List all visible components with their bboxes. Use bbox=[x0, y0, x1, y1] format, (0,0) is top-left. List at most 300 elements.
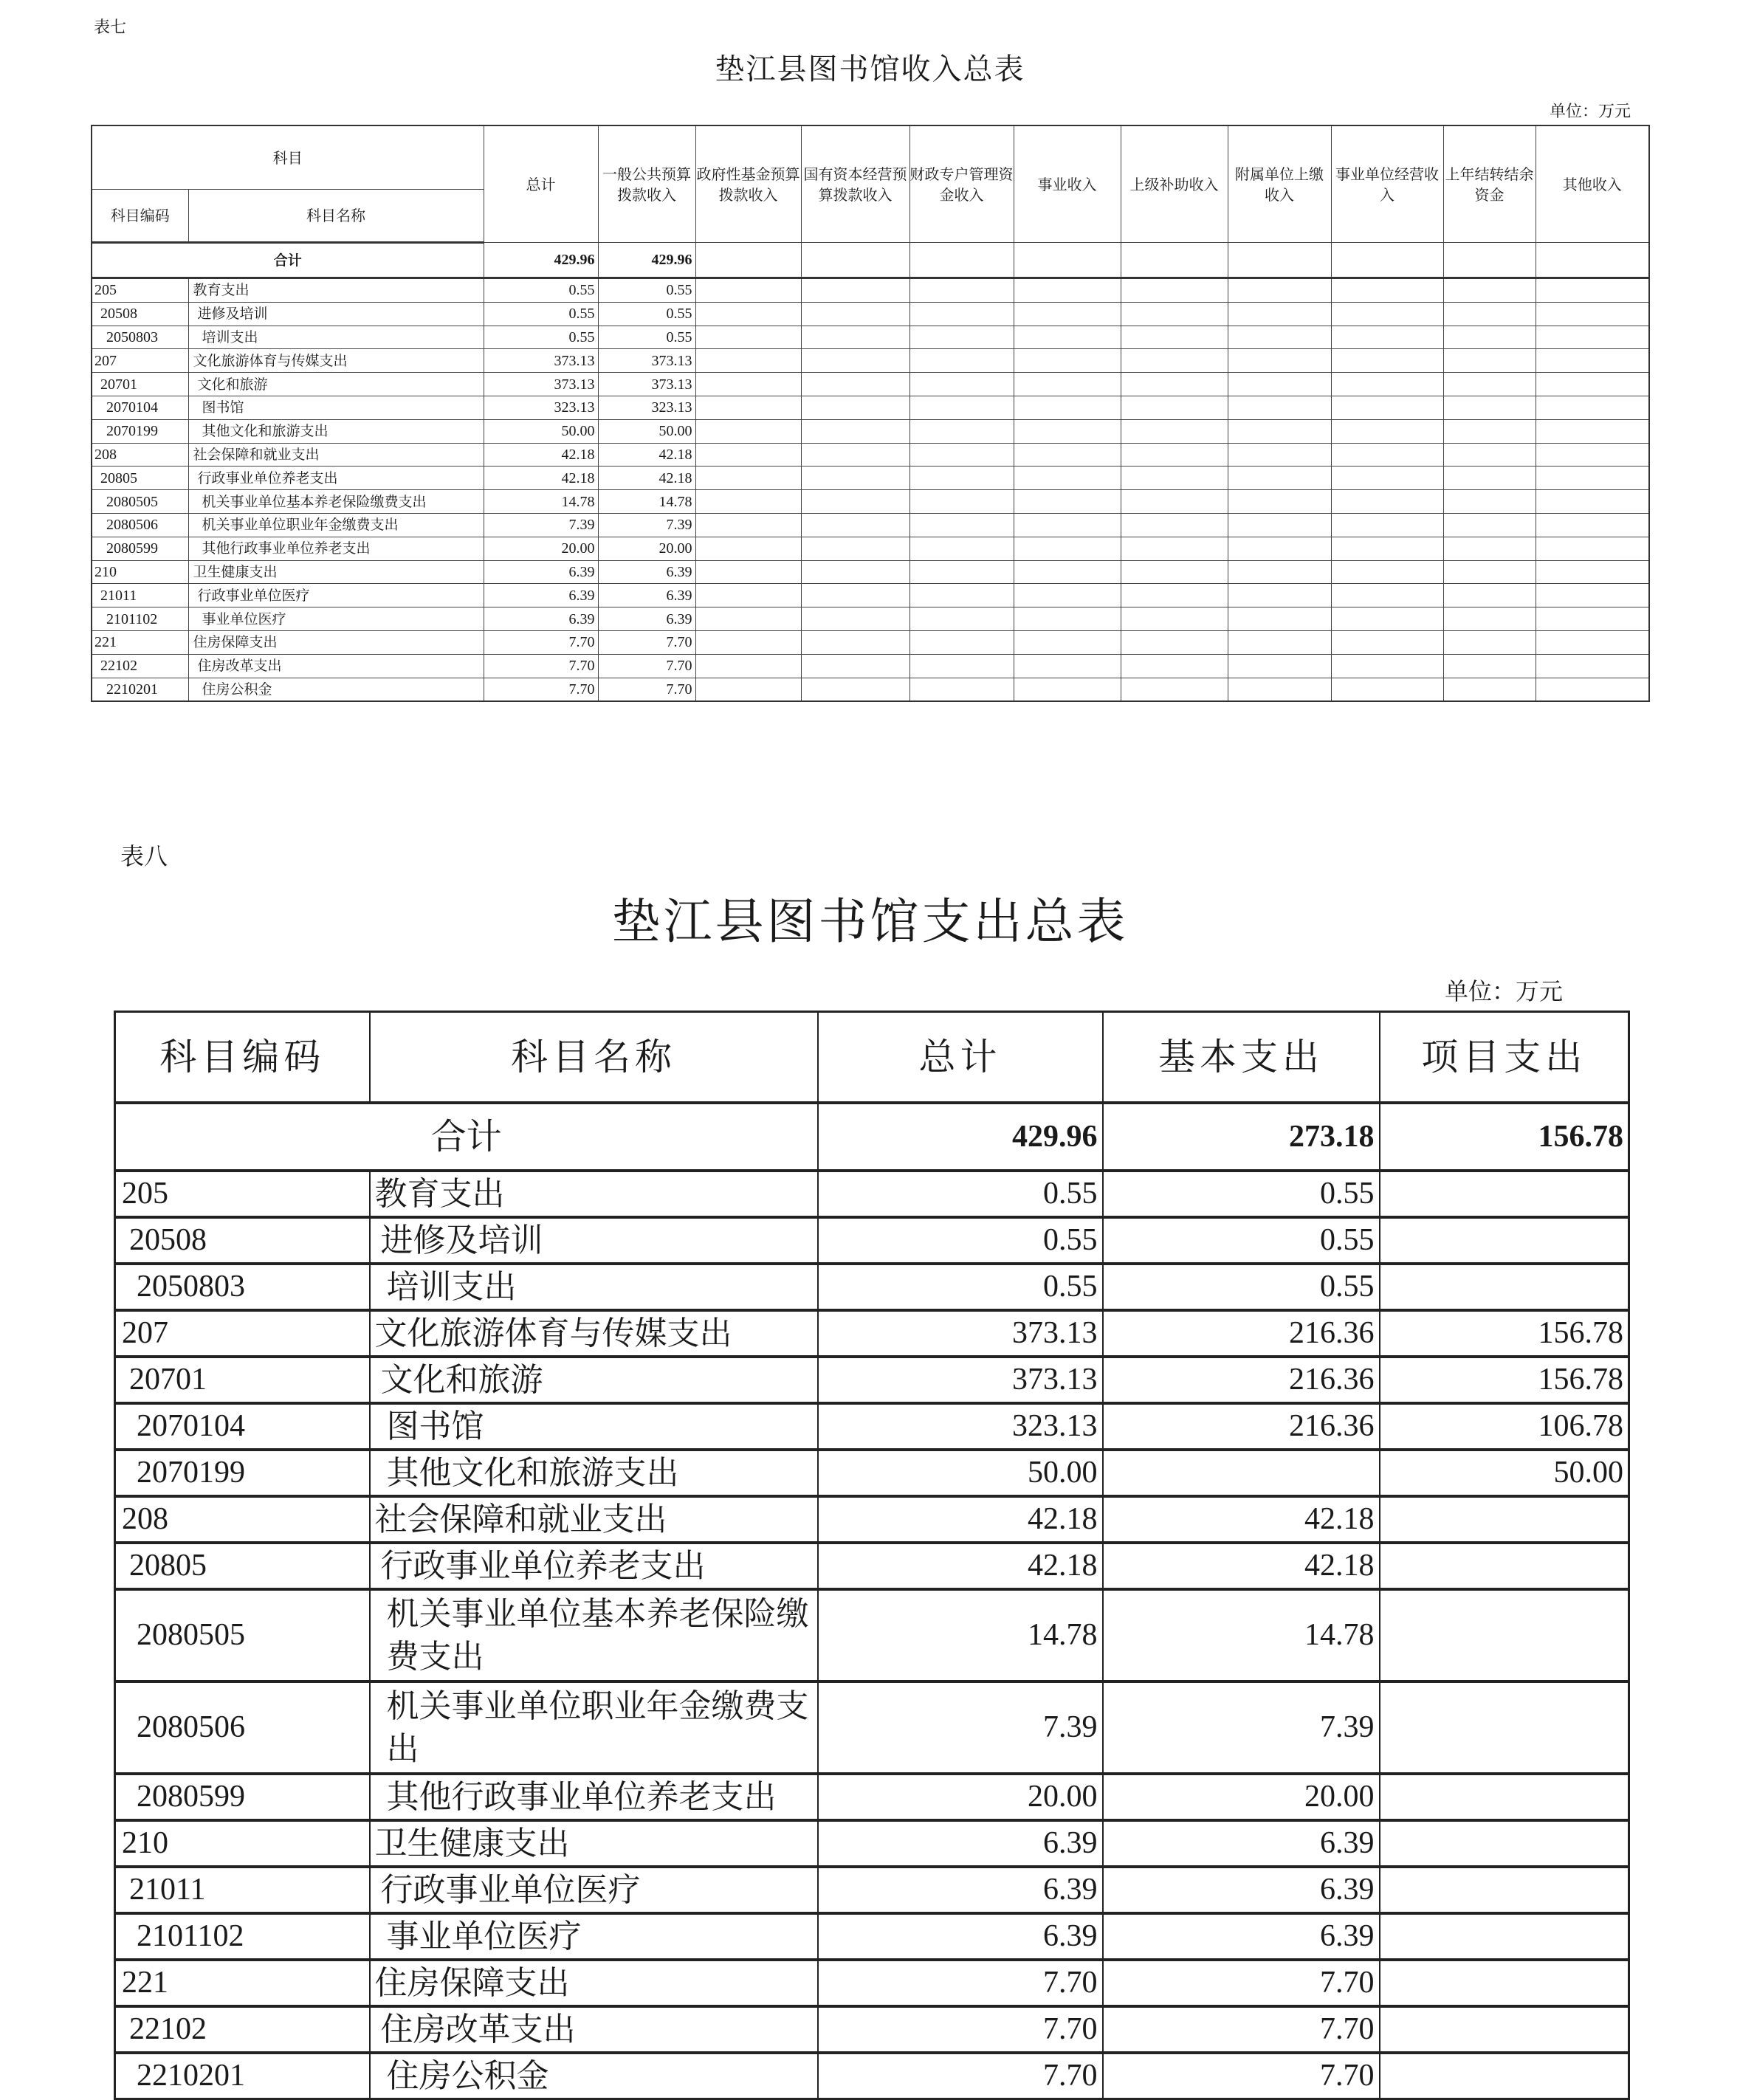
project-expense-value bbox=[1380, 1774, 1629, 1820]
empty-cell bbox=[1443, 326, 1536, 349]
project-expense-value bbox=[1380, 1960, 1629, 2006]
table-row bbox=[115, 1913, 1629, 1960]
column-header: 其他收入 bbox=[1536, 125, 1649, 243]
column-header: 事业单位经营收入 bbox=[1331, 125, 1443, 243]
subject-code: 2080599 bbox=[115, 1774, 370, 1820]
total-label: 合计 bbox=[115, 1103, 818, 1171]
empty-cell bbox=[1443, 373, 1536, 396]
empty-cell bbox=[1331, 326, 1443, 349]
empty-cell bbox=[1536, 537, 1649, 560]
subject-name: 机关事业单位基本养老保险缴费支出 bbox=[188, 490, 484, 514]
subject-name: 教育支出 bbox=[370, 1171, 818, 1217]
expense-table-body bbox=[115, 1171, 1629, 2099]
empty-cell bbox=[1443, 607, 1536, 631]
empty-cell bbox=[1331, 490, 1443, 514]
project-expense-value bbox=[1380, 1496, 1629, 1543]
empty-cell bbox=[909, 537, 1014, 560]
empty-cell bbox=[1121, 278, 1228, 303]
expense-summary-table bbox=[114, 1011, 1630, 2100]
basic-expense-value: 273.18 bbox=[1103, 1103, 1380, 1171]
empty-cell bbox=[695, 278, 801, 303]
general-budget-value: 373.13 bbox=[598, 349, 695, 373]
table-row bbox=[92, 326, 1649, 349]
basic-expense-value: 14.78 bbox=[1103, 1589, 1380, 1681]
project-expense-value bbox=[1380, 1171, 1629, 1217]
empty-cell bbox=[1536, 396, 1649, 419]
subject-name: 其他文化和旅游支出 bbox=[370, 1450, 818, 1496]
subject-name: 培训支出 bbox=[188, 326, 484, 349]
subject-name: 住房保障支出 bbox=[370, 1960, 818, 2006]
empty-cell bbox=[1228, 373, 1331, 396]
subject-code: 21011 bbox=[115, 1867, 370, 1913]
unit-label: 单位：万元 bbox=[1444, 977, 1563, 1005]
basic-expense-value bbox=[1103, 1450, 1380, 1496]
table-row bbox=[115, 1960, 1629, 2006]
total-value: 6.39 bbox=[818, 1867, 1103, 1913]
empty-cell bbox=[909, 443, 1014, 467]
empty-cell bbox=[1536, 373, 1649, 396]
total-value: 14.78 bbox=[818, 1589, 1103, 1681]
total-value: 42.18 bbox=[818, 1543, 1103, 1589]
empty-cell bbox=[1121, 654, 1228, 678]
project-expense-value bbox=[1380, 2006, 1629, 2053]
column-header: 上级补助收入 bbox=[1121, 125, 1228, 243]
subject-name: 教育支出 bbox=[188, 278, 484, 303]
empty-cell bbox=[1121, 326, 1228, 349]
table-row bbox=[115, 1496, 1629, 1543]
total-value: 7.70 bbox=[818, 2053, 1103, 2099]
empty-cell bbox=[801, 443, 909, 467]
subject-name: 文化和旅游 bbox=[188, 373, 484, 396]
subject-name: 其他行政事业单位养老支出 bbox=[370, 1774, 818, 1820]
total-row bbox=[92, 243, 1649, 278]
empty-cell bbox=[1121, 607, 1228, 631]
table-row bbox=[115, 1681, 1629, 1774]
table-label: 表八 bbox=[120, 842, 168, 870]
empty-cell bbox=[1443, 678, 1536, 701]
table-row bbox=[92, 373, 1649, 396]
empty-cell bbox=[801, 326, 909, 349]
empty-cell bbox=[909, 278, 1014, 303]
empty-cell bbox=[1014, 654, 1121, 678]
empty-cell bbox=[1331, 537, 1443, 560]
subject-name: 其他行政事业单位养老支出 bbox=[188, 537, 484, 560]
total-value: 0.55 bbox=[484, 326, 598, 349]
table-row bbox=[92, 396, 1649, 419]
empty-cell bbox=[1443, 537, 1536, 560]
empty-cell bbox=[1228, 349, 1331, 373]
empty-cell bbox=[1121, 349, 1228, 373]
empty-cell bbox=[1014, 490, 1121, 514]
subject-name: 住房公积金 bbox=[370, 2053, 818, 2099]
empty-cell bbox=[1014, 513, 1121, 537]
empty-cell bbox=[1536, 513, 1649, 537]
empty-cell bbox=[695, 490, 801, 514]
subject-name: 培训支出 bbox=[370, 1264, 818, 1310]
basic-expense-value: 0.55 bbox=[1103, 1264, 1380, 1310]
empty-cell bbox=[801, 419, 909, 443]
project-expense-value: 106.78 bbox=[1380, 1403, 1629, 1450]
empty-cell bbox=[909, 630, 1014, 654]
subject-name: 文化旅游体育与传媒支出 bbox=[188, 349, 484, 373]
general-budget-value: 7.70 bbox=[598, 654, 695, 678]
empty-cell bbox=[1536, 302, 1649, 326]
basic-expense-value: 6.39 bbox=[1103, 1913, 1380, 1960]
total-value: 373.13 bbox=[484, 349, 598, 373]
total-value: 0.55 bbox=[484, 302, 598, 326]
total-value: 323.13 bbox=[818, 1403, 1103, 1450]
column-header: 国有资本经营预算拨款收入 bbox=[801, 125, 909, 243]
subject-code: 2070199 bbox=[115, 1450, 370, 1496]
empty-cell bbox=[1121, 467, 1228, 490]
empty-cell bbox=[1536, 607, 1649, 631]
total-value: 0.55 bbox=[818, 1264, 1103, 1310]
empty-cell bbox=[1536, 443, 1649, 467]
subject-name: 行政事业单位医疗 bbox=[188, 584, 484, 607]
table-row bbox=[115, 1403, 1629, 1450]
basic-expense-value: 42.18 bbox=[1103, 1496, 1380, 1543]
empty-cell bbox=[1443, 490, 1536, 514]
empty-cell bbox=[1331, 467, 1443, 490]
general-budget-value: 429.96 bbox=[598, 243, 695, 278]
subject-name: 进修及培训 bbox=[370, 1217, 818, 1264]
empty-cell bbox=[1536, 654, 1649, 678]
basic-expense-value: 216.36 bbox=[1103, 1357, 1380, 1403]
empty-cell bbox=[1121, 560, 1228, 584]
empty-cell bbox=[1014, 419, 1121, 443]
empty-cell bbox=[801, 302, 909, 326]
subject-code: 2050803 bbox=[92, 326, 188, 349]
basic-expense-value: 216.36 bbox=[1103, 1403, 1380, 1450]
table-row bbox=[92, 584, 1649, 607]
empty-cell bbox=[1228, 654, 1331, 678]
table-label: 表七 bbox=[94, 18, 127, 37]
subject-code: 208 bbox=[92, 443, 188, 467]
empty-cell bbox=[1014, 584, 1121, 607]
table-row bbox=[92, 678, 1649, 701]
total-value: 0.55 bbox=[484, 278, 598, 303]
project-expense-value: 50.00 bbox=[1380, 1450, 1629, 1496]
empty-cell bbox=[801, 396, 909, 419]
column-header: 总计 bbox=[818, 1012, 1103, 1104]
empty-cell bbox=[1331, 349, 1443, 373]
empty-cell bbox=[1331, 302, 1443, 326]
general-budget-value: 6.39 bbox=[598, 560, 695, 584]
empty-cell bbox=[1121, 302, 1228, 326]
column-header: 基本支出 bbox=[1103, 1012, 1380, 1104]
empty-cell bbox=[909, 326, 1014, 349]
subject-code: 2080599 bbox=[92, 537, 188, 560]
subject-name: 文化和旅游 bbox=[370, 1357, 818, 1403]
empty-cell bbox=[695, 349, 801, 373]
subject-name: 卫生健康支出 bbox=[188, 560, 484, 584]
subject-code: 20805 bbox=[92, 467, 188, 490]
empty-cell bbox=[1228, 490, 1331, 514]
empty-cell bbox=[1014, 630, 1121, 654]
basic-expense-value: 0.55 bbox=[1103, 1217, 1380, 1264]
subject-code: 205 bbox=[92, 278, 188, 303]
total-value: 7.70 bbox=[484, 654, 598, 678]
basic-expense-value: 7.70 bbox=[1103, 2053, 1380, 2099]
table-row bbox=[115, 1217, 1629, 1264]
total-value: 6.39 bbox=[818, 1820, 1103, 1867]
subject-code: 20508 bbox=[115, 1217, 370, 1264]
empty-cell bbox=[695, 302, 801, 326]
project-expense-value: 156.78 bbox=[1380, 1103, 1629, 1171]
subject-name: 机关事业单位职业年金缴费支出 bbox=[188, 513, 484, 537]
total-value: 6.39 bbox=[484, 607, 598, 631]
subject-code: 2210201 bbox=[92, 678, 188, 701]
empty-cell bbox=[909, 349, 1014, 373]
project-expense-value bbox=[1380, 1867, 1629, 1913]
total-value: 50.00 bbox=[818, 1450, 1103, 1496]
empty-cell bbox=[1228, 678, 1331, 701]
project-expense-value bbox=[1380, 1913, 1629, 1960]
empty-cell bbox=[801, 349, 909, 373]
total-value: 6.39 bbox=[818, 1913, 1103, 1960]
project-expense-value bbox=[1380, 1681, 1629, 1774]
table-row bbox=[115, 1589, 1629, 1681]
empty-cell bbox=[1121, 419, 1228, 443]
empty-cell bbox=[1014, 467, 1121, 490]
general-budget-value: 7.70 bbox=[598, 630, 695, 654]
empty-cell bbox=[1014, 373, 1121, 396]
empty-cell bbox=[1014, 396, 1121, 419]
empty-cell bbox=[1536, 467, 1649, 490]
empty-cell bbox=[909, 654, 1014, 678]
subject-name: 事业单位医疗 bbox=[370, 1913, 818, 1960]
empty-cell bbox=[1121, 513, 1228, 537]
page-title: 垫江县图书馆收入总表 bbox=[715, 52, 1025, 86]
column-header: 财政专户管理资金收入 bbox=[909, 125, 1014, 243]
general-budget-value: 50.00 bbox=[598, 419, 695, 443]
subject-code: 20805 bbox=[115, 1543, 370, 1589]
empty-cell bbox=[909, 490, 1014, 514]
total-value: 7.39 bbox=[818, 1681, 1103, 1774]
empty-cell bbox=[1331, 560, 1443, 584]
general-budget-value: 7.70 bbox=[598, 678, 695, 701]
empty-cell bbox=[695, 396, 801, 419]
total-value: 20.00 bbox=[484, 537, 598, 560]
table-row bbox=[92, 654, 1649, 678]
empty-cell bbox=[1331, 443, 1443, 467]
subject-code: 20508 bbox=[92, 302, 188, 326]
empty-cell bbox=[1228, 396, 1331, 419]
empty-cell bbox=[1014, 326, 1121, 349]
column-header-name: 科目名称 bbox=[188, 190, 484, 243]
empty-cell bbox=[1536, 678, 1649, 701]
general-budget-value: 7.39 bbox=[598, 513, 695, 537]
empty-cell bbox=[1228, 584, 1331, 607]
empty-cell bbox=[1331, 373, 1443, 396]
empty-cell bbox=[801, 678, 909, 701]
basic-expense-value: 0.55 bbox=[1103, 1171, 1380, 1217]
empty-cell bbox=[1228, 302, 1331, 326]
empty-cell bbox=[1121, 490, 1228, 514]
project-expense-value bbox=[1380, 1589, 1629, 1681]
subject-code: 2210201 bbox=[115, 2053, 370, 2099]
column-header: 科目编码 bbox=[115, 1012, 370, 1104]
table-row bbox=[115, 1264, 1629, 1310]
project-expense-value bbox=[1380, 2053, 1629, 2099]
total-value: 7.70 bbox=[484, 630, 598, 654]
empty-cell bbox=[1331, 513, 1443, 537]
total-value: 42.18 bbox=[818, 1496, 1103, 1543]
column-header: 事业收入 bbox=[1014, 125, 1121, 243]
subject-name: 住房改革支出 bbox=[370, 2006, 818, 2053]
table-row bbox=[115, 2053, 1629, 2099]
empty-cell bbox=[909, 678, 1014, 701]
table-row bbox=[115, 1867, 1629, 1913]
empty-cell bbox=[1536, 326, 1649, 349]
empty-cell bbox=[1331, 630, 1443, 654]
subject-code: 207 bbox=[92, 349, 188, 373]
subject-name: 住房改革支出 bbox=[188, 654, 484, 678]
empty-cell bbox=[801, 373, 909, 396]
general-budget-value: 6.39 bbox=[598, 607, 695, 631]
empty-cell bbox=[695, 630, 801, 654]
empty-cell bbox=[909, 302, 1014, 326]
subject-code: 2101102 bbox=[92, 607, 188, 631]
empty-cell bbox=[1536, 560, 1649, 584]
empty-cell bbox=[801, 584, 909, 607]
empty-cell bbox=[1443, 419, 1536, 443]
project-expense-value: 156.78 bbox=[1380, 1310, 1629, 1357]
total-value: 7.70 bbox=[818, 1960, 1103, 2006]
empty-cell bbox=[909, 467, 1014, 490]
empty-cell bbox=[1536, 584, 1649, 607]
empty-cell bbox=[1331, 396, 1443, 419]
subject-name: 行政事业单位医疗 bbox=[370, 1867, 818, 1913]
table-row bbox=[92, 513, 1649, 537]
empty-cell bbox=[1228, 326, 1331, 349]
table-row bbox=[115, 1820, 1629, 1867]
basic-expense-value: 6.39 bbox=[1103, 1867, 1380, 1913]
subject-code: 22102 bbox=[92, 654, 188, 678]
empty-cell bbox=[695, 419, 801, 443]
basic-expense-value: 42.18 bbox=[1103, 1543, 1380, 1589]
basic-expense-value: 7.70 bbox=[1103, 1960, 1380, 2006]
table-row bbox=[115, 1171, 1629, 1217]
subject-name: 住房保障支出 bbox=[188, 630, 484, 654]
total-value: 6.39 bbox=[484, 560, 598, 584]
table-row bbox=[115, 1310, 1629, 1357]
empty-cell bbox=[695, 326, 801, 349]
empty-cell bbox=[1014, 560, 1121, 584]
total-value: 6.39 bbox=[484, 584, 598, 607]
column-header: 政府性基金预算拨款收入 bbox=[695, 125, 801, 243]
empty-cell bbox=[1014, 349, 1121, 373]
subject-name: 行政事业单位养老支出 bbox=[370, 1543, 818, 1589]
total-row bbox=[115, 1103, 1629, 1171]
empty-cell bbox=[801, 278, 909, 303]
empty-cell bbox=[1228, 537, 1331, 560]
general-budget-value: 6.39 bbox=[598, 584, 695, 607]
project-expense-value bbox=[1380, 1217, 1629, 1264]
project-expense-value bbox=[1380, 1820, 1629, 1867]
empty-cell bbox=[909, 560, 1014, 584]
table-row bbox=[92, 419, 1649, 443]
subject-name: 机关事业单位基本养老保险缴费支出 bbox=[370, 1589, 818, 1681]
empty-cell bbox=[695, 607, 801, 631]
empty-cell bbox=[801, 630, 909, 654]
table-row bbox=[115, 1543, 1629, 1589]
empty-cell bbox=[1121, 537, 1228, 560]
column-header-code: 科目编码 bbox=[92, 190, 188, 243]
empty-cell bbox=[909, 607, 1014, 631]
subject-name: 事业单位医疗 bbox=[188, 607, 484, 631]
empty-cell bbox=[1014, 607, 1121, 631]
empty-cell bbox=[801, 513, 909, 537]
subject-code: 21011 bbox=[92, 584, 188, 607]
empty-cell bbox=[695, 584, 801, 607]
subject-name: 卫生健康支出 bbox=[370, 1820, 818, 1867]
total-value: 42.18 bbox=[484, 467, 598, 490]
table-row bbox=[115, 2006, 1629, 2053]
basic-expense-value: 7.39 bbox=[1103, 1681, 1380, 1774]
empty-cell bbox=[1331, 419, 1443, 443]
subject-name: 文化旅游体育与传媒支出 bbox=[370, 1310, 818, 1357]
empty-cell bbox=[1014, 678, 1121, 701]
column-header: 上年结转结余资金 bbox=[1443, 125, 1536, 243]
total-value: 0.55 bbox=[818, 1171, 1103, 1217]
table-row bbox=[115, 1450, 1629, 1496]
empty-cell bbox=[1228, 513, 1331, 537]
empty-cell bbox=[695, 560, 801, 584]
empty-cell bbox=[695, 678, 801, 701]
basic-expense-value: 216.36 bbox=[1103, 1310, 1380, 1357]
total-label: 合计 bbox=[92, 243, 484, 278]
subject-name: 行政事业单位养老支出 bbox=[188, 467, 484, 490]
income-summary-table bbox=[91, 125, 1650, 702]
subject-name: 住房公积金 bbox=[188, 678, 484, 701]
project-expense-value bbox=[1380, 1264, 1629, 1310]
subject-code: 2080505 bbox=[92, 490, 188, 514]
project-expense-value: 156.78 bbox=[1380, 1357, 1629, 1403]
empty-cell bbox=[909, 373, 1014, 396]
empty-cell bbox=[909, 419, 1014, 443]
table-row bbox=[92, 302, 1649, 326]
empty-cell bbox=[909, 584, 1014, 607]
empty-cell bbox=[1121, 396, 1228, 419]
total-value: 373.13 bbox=[818, 1357, 1103, 1403]
general-budget-value: 42.18 bbox=[598, 443, 695, 467]
empty-cell bbox=[1228, 278, 1331, 303]
subject-name: 图书馆 bbox=[370, 1403, 818, 1450]
empty-cell bbox=[1536, 349, 1649, 373]
general-budget-value: 323.13 bbox=[598, 396, 695, 419]
column-header: 一般公共预算拨款收入 bbox=[598, 125, 695, 243]
empty-cell bbox=[801, 607, 909, 631]
empty-cell bbox=[695, 654, 801, 678]
total-value: 7.70 bbox=[818, 2006, 1103, 2053]
empty-cell bbox=[909, 513, 1014, 537]
subject-name: 进修及培训 bbox=[188, 302, 484, 326]
empty-cell bbox=[695, 373, 801, 396]
table-row bbox=[92, 490, 1649, 514]
page-title: 垫江县图书馆支出总表 bbox=[611, 893, 1129, 950]
empty-cell bbox=[1331, 584, 1443, 607]
subject-code: 210 bbox=[92, 560, 188, 584]
general-budget-value: 373.13 bbox=[598, 373, 695, 396]
subject-code: 20701 bbox=[115, 1357, 370, 1403]
subject-code: 2050803 bbox=[115, 1264, 370, 1310]
general-budget-value: 0.55 bbox=[598, 278, 695, 303]
table-row bbox=[92, 537, 1649, 560]
subject-code: 22102 bbox=[115, 2006, 370, 2053]
empty-cell bbox=[1443, 630, 1536, 654]
empty-cell bbox=[1443, 349, 1536, 373]
